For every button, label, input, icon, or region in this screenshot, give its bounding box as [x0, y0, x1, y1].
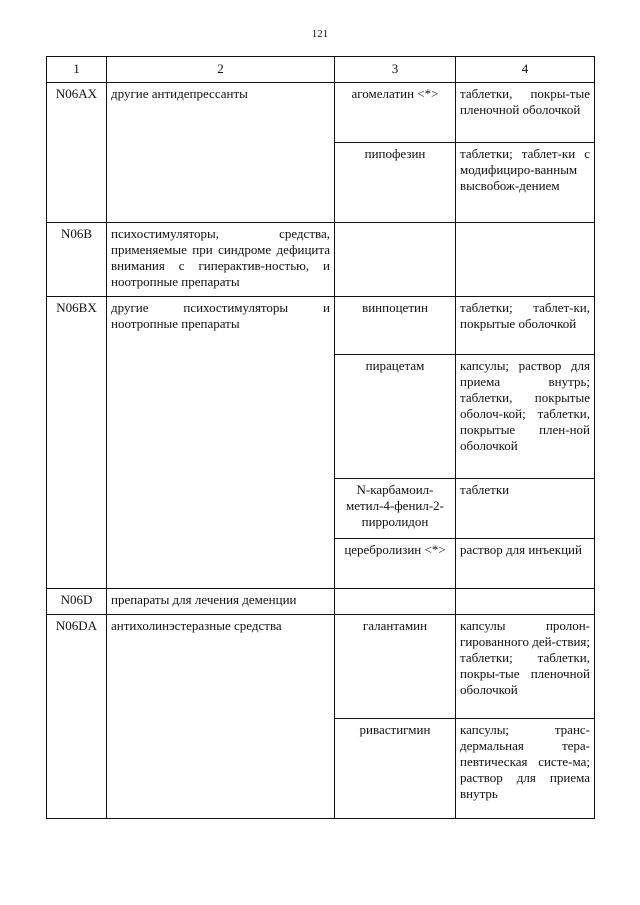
dosage-form — [456, 223, 595, 297]
dosage-form: таблетки — [456, 479, 595, 539]
atc-code: N06DA — [47, 615, 107, 819]
group-name: препараты для лечения деменции — [107, 589, 335, 615]
table-row — [47, 223, 595, 297]
dosage-form: таблетки, покры-тые пленочной оболочкой — [456, 83, 595, 143]
drug-name — [335, 589, 456, 615]
page-number: 121 — [311, 28, 329, 40]
drug-name: агомелатин <*> — [335, 83, 456, 143]
column-header-2: 2 — [107, 57, 335, 83]
dosage-form: таблетки; таблет-ки, покрытые оболочкой — [456, 297, 595, 355]
drug-classification-table — [46, 56, 595, 819]
group-name: антихолинэстеразные средства — [107, 615, 335, 819]
drug-name: N-карбамоил-метил-4-фенил-2-пирролидон — [335, 479, 456, 539]
drug-name: винпоцетин — [335, 297, 456, 355]
drug-name: пипофезин — [335, 143, 456, 223]
atc-code: N06AX — [47, 83, 107, 223]
drug-name: ривастигмин — [335, 719, 456, 819]
table-row — [47, 83, 595, 143]
group-name: психостимуляторы, средства, применяемые при синдроме дефицита внимания с гиперактив-ностью, и ноотропные препараты — [107, 223, 335, 297]
dosage-form: таблетки; таблет-ки с модифициро-ванным высвобож-дением — [456, 143, 595, 223]
dosage-form: капсулы; раствор для приема внутрь; таблетки, покрытые оболоч-кой; таблетки, покрытые плен-ной оболочкой — [456, 355, 595, 479]
drug-name: пирацетам — [335, 355, 456, 479]
table-row — [47, 297, 595, 355]
column-header-3: 3 — [335, 57, 456, 83]
drug-name: галантамин — [335, 615, 456, 719]
header-row — [47, 57, 595, 83]
drug-name: церебролизин <*> — [335, 539, 456, 589]
group-name: другие антидепрессанты — [107, 83, 335, 223]
column-header-4: 4 — [456, 57, 595, 83]
dosage-form: капсулы; транс-дермальная тера-певтическая систе-ма; раствор для приема внутрь — [456, 719, 595, 819]
dosage-form: раствор для инъекций — [456, 539, 595, 589]
table-row — [47, 615, 595, 719]
group-name: другие психостимуляторы и ноотропные препараты — [107, 297, 335, 589]
atc-code: N06BX — [47, 297, 107, 589]
dosage-form — [456, 589, 595, 615]
table-row — [47, 589, 595, 615]
column-header-1: 1 — [47, 57, 107, 83]
atc-code: N06D — [47, 589, 107, 615]
dosage-form: капсулы пролон-гированного дей-ствия; таблетки; таблетки, покры-тые пленочной оболочкой — [456, 615, 595, 719]
drug-name — [335, 223, 456, 297]
atc-code: N06B — [47, 223, 107, 297]
